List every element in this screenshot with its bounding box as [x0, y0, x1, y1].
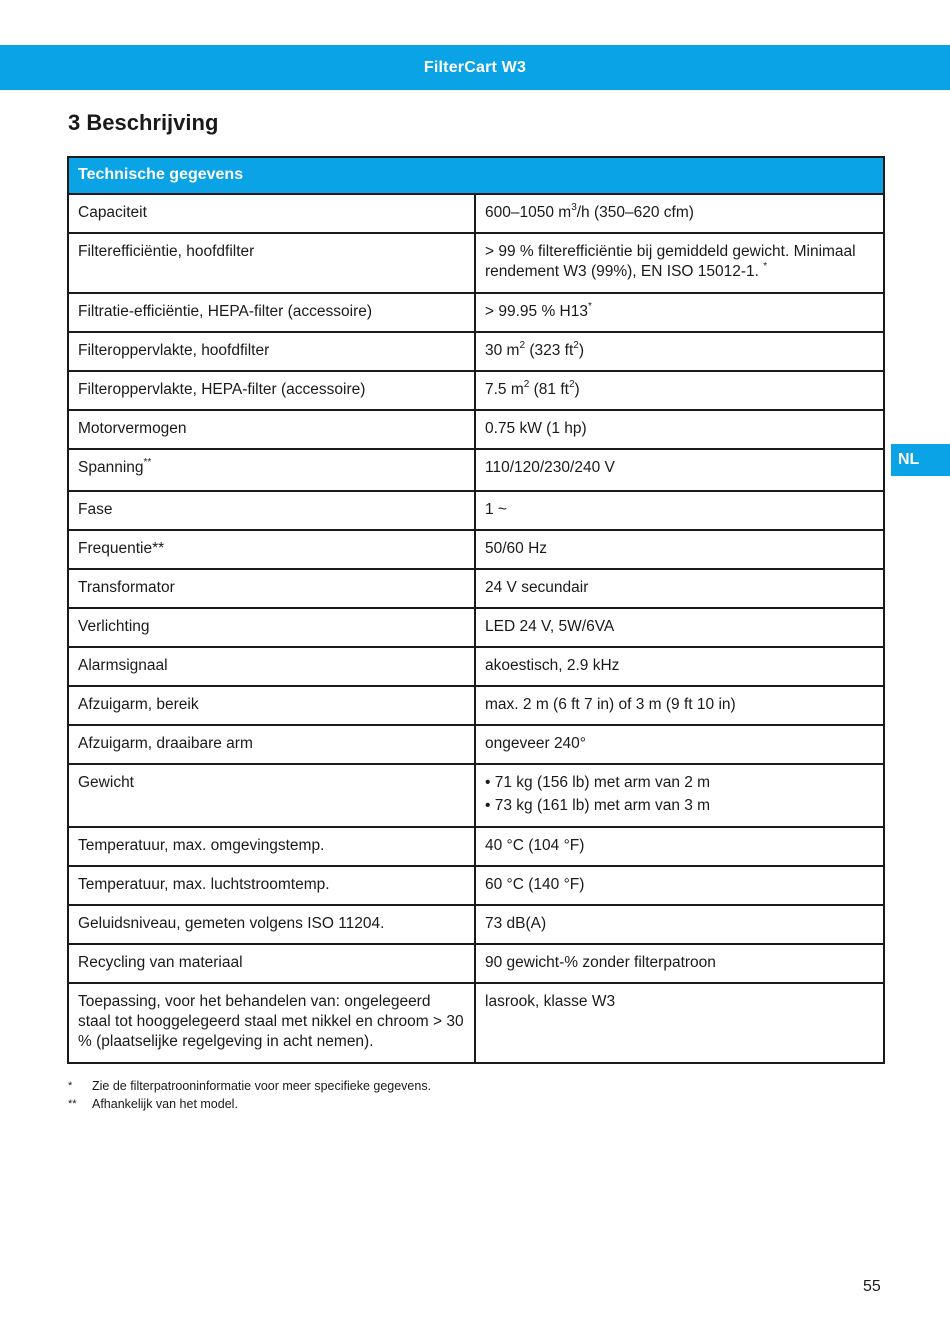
page-number: 55 [863, 1278, 881, 1295]
row-label: Toepassing, voor het behandelen van: ongelegeerd staal tot hooggelegeerd staal met nikkel en chroom > 30 % (plaatselijke regelgeving in acht nemen). [68, 983, 475, 1063]
language-tab [891, 444, 950, 476]
table-row [68, 332, 884, 371]
table-row [68, 530, 884, 569]
row-value: max. 2 m (6 ft 7 in) of 3 m (9 ft 10 in) [475, 686, 884, 725]
table-row [68, 410, 884, 449]
row-label: Fase [68, 491, 475, 530]
row-label: Afzuigarm, draaibare arm [68, 725, 475, 764]
footnote-mark: ** [68, 1098, 77, 1110]
language-label: NL [898, 451, 920, 468]
table-row [68, 944, 884, 983]
row-label: Filterefficiëntie, hoofdfilter [68, 233, 475, 293]
table-row [68, 194, 884, 233]
table-row [68, 866, 884, 905]
footnote [68, 1077, 431, 1095]
row-label: Afzuigarm, bereik [68, 686, 475, 725]
row-value: 1 ~ [475, 491, 884, 530]
row-label: Geluidsniveau, gemeten volgens ISO 11204. [68, 905, 475, 944]
row-label: Transformator [68, 569, 475, 608]
row-value: ongeveer 240° [475, 725, 884, 764]
row-value: 30 $m^2$ (323 $ft^2$) [475, 332, 884, 371]
table-row [68, 608, 884, 647]
technical-data-table [67, 156, 885, 1064]
row-value: 110/120/230/240 V [475, 449, 884, 491]
row-value: 50/60 Hz [475, 530, 884, 569]
row-label: Temperatuur, max. luchtstroomtemp. [68, 866, 475, 905]
row-value: 0.75 kW (1 hp) [475, 410, 884, 449]
table-row [68, 764, 884, 827]
row-value: akoestisch, 2.9 kHz [475, 647, 884, 686]
document-header [0, 45, 950, 90]
row-label: Motorvermogen [68, 410, 475, 449]
table-row [68, 293, 884, 332]
table-row [68, 983, 884, 1063]
row-label: Frequentie** [68, 530, 475, 569]
row-label: Gewicht [68, 764, 475, 827]
list-item: • 73 kg (161 lb) met arm van 3 m [485, 797, 711, 814]
row-value: 73 dB(A) [475, 905, 884, 944]
table-row [68, 491, 884, 530]
row-value: 60 °C (140 °F) [475, 866, 884, 905]
table-row [68, 686, 884, 725]
row-value: 40 °C (104 °F) [475, 827, 884, 866]
row-value: 7.5 $m^2$ (81 $ft^2$) [475, 371, 884, 410]
table-row [68, 905, 884, 944]
table-row [68, 647, 884, 686]
table-row [68, 371, 884, 410]
row-label: Spanning** [68, 449, 475, 491]
row-value: 24 V secundair [475, 569, 884, 608]
table-row [68, 725, 884, 764]
row-label: Filteroppervlakte, HEPA-filter (accessoire) [68, 371, 475, 410]
footnote [68, 1095, 431, 1113]
section-title: 3 Beschrijving [68, 110, 219, 135]
row-label: Alarmsignaal [68, 647, 475, 686]
table-row [68, 569, 884, 608]
list-item: • 71 kg (156 lb) met arm van 2 m [485, 774, 711, 791]
row-value: > 99.95 % H13* [475, 293, 884, 332]
footnote-text: Zie de filterpatrooninformatie voor meer specifieke gegevens. [92, 1079, 432, 1093]
row-label: Recycling van materiaal [68, 944, 475, 983]
row-label: Verlichting [68, 608, 475, 647]
row-label: Filtratie-efficiëntie, HEPA-filter (accessoire) [68, 293, 475, 332]
row-value: LED 24 V, 5W/6VA [475, 608, 884, 647]
row-value [475, 764, 884, 827]
row-label: Temperatuur, max. omgevingstemp. [68, 827, 475, 866]
footnotes [68, 1077, 431, 1113]
table-row [68, 233, 884, 293]
table-heading: Technische gegevens [68, 157, 884, 194]
row-value: 90 gewicht-% zonder filterpatroon [475, 944, 884, 983]
row-value: lasrook, klasse W3 [475, 983, 884, 1063]
row-label: Filteroppervlakte, hoofdfilter [68, 332, 475, 371]
row-label: Capaciteit [68, 194, 475, 233]
row-value: 600–1050 $m^3/h$ (350–620 cfm) [475, 194, 884, 233]
footnote-mark: * [68, 1080, 73, 1092]
table-header-row [68, 157, 884, 194]
table-row [68, 827, 884, 866]
footnote-text: Afhankelijk van het model. [92, 1097, 238, 1111]
row-value: > 99 % filterefficiëntie bij gemiddeld gewicht. Minimaal rendement W3 (99%), EN ISO 15012-1. * [475, 233, 884, 293]
document-title: FilterCart W3 [423, 58, 527, 76]
table-row [68, 449, 884, 491]
